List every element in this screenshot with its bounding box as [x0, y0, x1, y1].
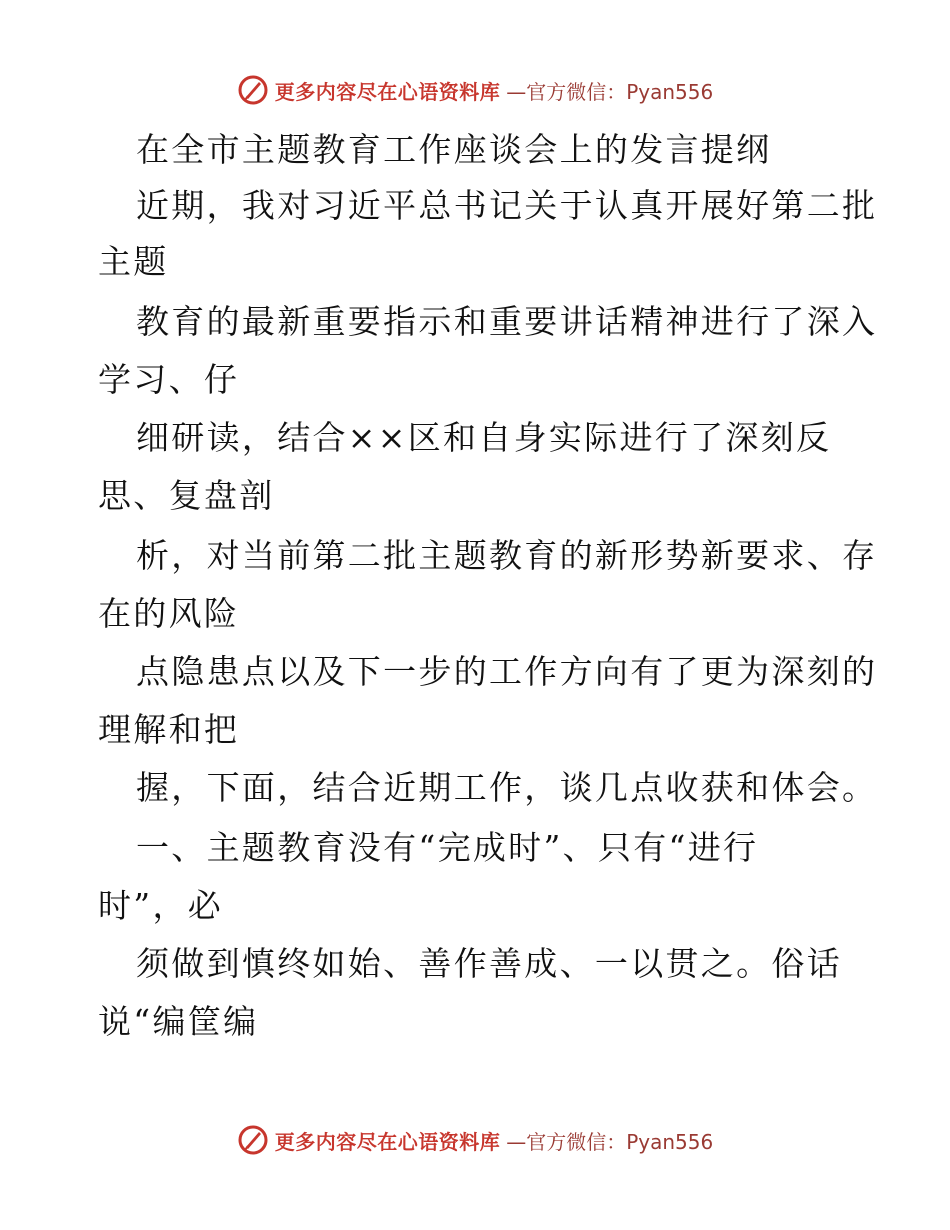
paragraph-line: 握，下面，结合近期工作，谈几点收获和体会。: [136, 768, 878, 807]
paragraph-line: 主题: [98, 242, 169, 281]
quill-logo-icon: [237, 1124, 269, 1156]
paragraph-line: 近期，我对习近平总书记关于认真开展好第二批: [136, 186, 878, 225]
document-title: 在全市主题教育工作座谈会上的发言提纲: [136, 130, 772, 169]
paragraph-line: 理解和把: [98, 710, 240, 749]
wechat-label: —官方微信：Pyan556: [506, 1129, 714, 1154]
quill-logo-icon: [237, 74, 269, 106]
header-watermark: [0, 70, 950, 110]
footer-watermark: [0, 1120, 950, 1160]
paragraph-line: 学习、仔: [98, 360, 240, 399]
paragraph-line: 时”，必: [98, 886, 224, 925]
paragraph-line: 点隐患点以及下一步的工作方向有了更为深刻的: [136, 652, 878, 691]
paragraph-line: 析，对当前第二批主题教育的新形势新要求、存: [136, 536, 878, 575]
paragraph-line: 细研读，结合××区和自身实际进行了深刻反: [136, 418, 832, 457]
paragraph-line: 思、复盘剖: [98, 476, 275, 515]
paragraph-line: 须做到慎终如始、善作善成、一以贯之。俗话: [136, 944, 842, 983]
paragraph-line: 教育的最新重要指示和重要讲话精神进行了深入: [136, 302, 878, 341]
paragraph-line: 一、主题教育没有“完成时”、只有“进行: [136, 828, 759, 867]
wechat-label: —官方微信：Pyan556: [506, 79, 714, 104]
paragraph-line: 在的风险: [98, 594, 240, 633]
paragraph-line: 说“编筐编: [98, 1002, 259, 1041]
site-label: 更多内容尽在心语资料库: [274, 79, 501, 104]
site-label: 更多内容尽在心语资料库: [274, 1129, 501, 1154]
